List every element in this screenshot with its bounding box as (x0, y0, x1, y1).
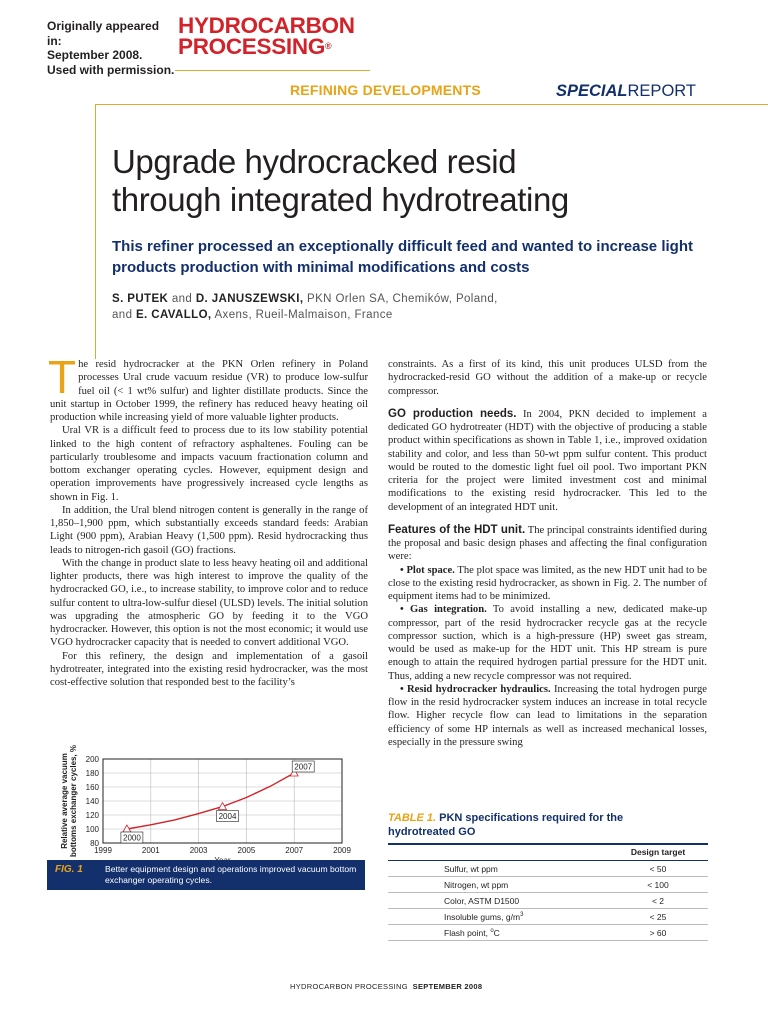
paragraph-text: Increasing the total hydrogen purge flow in the resid hydrocracker system induces an increase in total recycle flow. Higher recycle flow can lead to limitations in the separation efficiency of some HP internals as well as increased mechanical losses, especially in the pressure swing (388, 683, 707, 748)
paragraph: In addition, the Ural blend nitrogen content is generally in the range of 1,850–1,900 ppm, which substantially exceeds standard feeds: Arabian Light (900 ppm), Arabian Heavy (1,500 ppm). Resid hydrocracking thus leads to nitrogen-rich gasoil (GO) fractions. (50, 504, 368, 556)
paragraph: constraints. As a first of its kind, this unit produces ULSD from the hydrocracked-resid GO without the addition of a make-up or recycle compressor. (388, 359, 707, 397)
table-row (388, 877, 708, 893)
hydrocarbon-processing-logo (178, 15, 355, 57)
y-tick-label: 180 (85, 769, 99, 778)
annotation-label: 2007 (294, 762, 313, 772)
original-publication-note (47, 19, 175, 77)
table-header-design-target: Design target (608, 845, 708, 861)
superscript: 3 (520, 911, 524, 918)
y-axis-label: Relative average vacuumbottoms exchanger cycles, % (60, 745, 78, 858)
y-tick-label: 80 (90, 839, 99, 848)
paragraph: Ural VR is a difficult feed to process due to its low stability potential linked to the high content of refractory asphaltenes. Fouling can be particularly troublesome and impacts vacuum fractionation column and bottom exchanger operating cycles. However, equipment design and operation improvements have progressively increased cycle lengths as shown in Fig. 1. (50, 425, 368, 503)
logo-line2: PROCESSING (178, 34, 326, 59)
table-label: TABLE 1. (388, 812, 437, 824)
bullet-heading: • Resid hydrocracker hydraulics. (400, 683, 551, 695)
paragraph-text: he resid hydrocracker at the PKN Orlen refinery in Poland processes Ural crude vacuum residue (VR) to produce low-sulfur fuel oil (< 1 wt% sulfur) and lighter distillate products. Since the unit startup in October 1999, the refinery has reduced heavy heating oil production while increasing yield of more valuable lighter products. (50, 359, 368, 423)
paragraph-text: The principal constraints identified during the proposal and basic design phases and affecting the final configuration were: (388, 524, 708, 563)
table-cell-parameter: Nitrogen, wt ppm (388, 877, 608, 893)
table-cell-value: < 2 (608, 893, 708, 909)
paragraph (388, 408, 707, 514)
header-rule (175, 70, 370, 71)
paragraph-text: In 2004, PKN decided to implement a dedicated GO hydrotreater (HDT) with the objective of producing a stable product within specifications as shown in Table 1, i.e., improved oxidation stability and color, and less than 50-wt ppm sulfur content. This product would be routed to the domestic light fuel oil pool. Two important PKN criteria for the project were limited investment cost and minimal modifications to the existing resid hydrocracker. This led to the development of an integrated HDT unit. (388, 408, 707, 513)
title-line: Upgrade hydrocracked resid (112, 143, 517, 180)
paragraph (388, 603, 707, 683)
y-tick-label: 160 (85, 783, 99, 792)
annotation-label: 2004 (218, 812, 237, 822)
paragraph (388, 683, 707, 749)
figure-label: FIG. 1 (55, 864, 83, 875)
paragraph (388, 524, 707, 564)
annotation-label: 2000 (123, 833, 141, 843)
table-cell-value: < 25 (608, 909, 708, 925)
x-tick-label: 2005 (237, 846, 256, 855)
footer-date: SEPTEMBER 2008 (412, 982, 483, 991)
y-tick-label: 100 (85, 825, 99, 834)
paragraph-text: To avoid installing a new, dedicated make-up compressor, part of the resid hydrocracker recycle gas at the recycle compressor suction, which is a high-pressure (HP) sweet gas stream, would be used as make-up for the HDT unit. This HP stream is pure enough to attain the required hydrogen partial pressure for the HDT unit. Thus, adding a new recycle compressor was not required. (388, 604, 707, 682)
body-column-left (48, 351, 368, 689)
table-cell-parameter: Flash point, $^o$C (388, 925, 608, 941)
byline-and: and (168, 293, 196, 305)
bullet-heading: • Plot space. (400, 564, 455, 576)
original-line: Used with permission. (47, 62, 175, 77)
author-name: D. JANUSZEWSKI, (195, 293, 304, 305)
figure-caption: Better equipment design and operations improved vacuum bottom exchanger operating cycles. (105, 864, 357, 885)
section-label: REFINING DEVELOPMENTS (290, 82, 481, 98)
authors-byline (112, 292, 732, 323)
table-cell-parameter: Color, ASTM D1500 (388, 893, 608, 909)
original-line: September 2008. (47, 48, 143, 62)
paragraph (388, 564, 707, 604)
paragraph (48, 351, 368, 424)
author-name: S. PUTEK (112, 293, 169, 305)
table-row (388, 861, 708, 877)
affiliation: Axens, Rueil-Malmaison, France (211, 308, 393, 321)
title-side-rule (95, 104, 96, 359)
superscript: o (490, 927, 494, 934)
logo-line1: HYDROCARBON (178, 13, 355, 38)
affiliation: PKN Orlen SA, Chemików, Poland, (303, 293, 498, 305)
x-tick-label: 2009 (333, 846, 351, 855)
table-cell-value: < 50 (608, 861, 708, 877)
table-title (388, 811, 688, 839)
title-line: through integrated hydrotreating (112, 181, 569, 218)
y-tick-label: 140 (85, 797, 99, 806)
chart-layer (60, 745, 351, 865)
table-body (388, 861, 708, 941)
byline-and: and (112, 308, 136, 321)
x-tick-label: 2001 (141, 846, 160, 855)
author-name: E. CAVALLO, (135, 308, 212, 321)
table-row (388, 925, 708, 941)
x-tick-label: 1999 (94, 846, 112, 855)
x-tick-label: 2007 (285, 846, 304, 855)
table-header-row (388, 845, 708, 861)
table-row (388, 909, 708, 925)
special-report-label (556, 82, 696, 101)
drop-cap: T (48, 351, 77, 403)
article-subtitle: This refiner processed an exceptionally difficult feed and wanted to increase light products production with minimal modifications and costs (112, 238, 693, 276)
table-row (388, 893, 708, 909)
y-tick-label: 200 (85, 755, 99, 764)
spec-table (388, 845, 708, 941)
section-heading: GO production needs. (388, 407, 517, 420)
figure-1-chart (45, 745, 365, 865)
y-tick-label: 120 (85, 811, 99, 820)
article-title (112, 143, 752, 219)
special-bold: SPECIAL (556, 82, 628, 100)
footer-journal: HYDROCARBON PROCESSING (290, 982, 408, 991)
special-rest: REPORT (627, 82, 696, 100)
page-footer (290, 982, 482, 991)
paragraph: With the change in product slate to less heavy heating oil and additional lighter products, there was high interest to improve the quality of the hydrocracked GO, i.e., to increase stability, to improve color and to reduce sulfur content to ultra-low-sulfur diesel (ULSD) levels. The initial solution was upgrading the atmospheric GO by feeding it to the VGO hydrocracker. However, this option is not the most economic; it would use VGO hydrocracker capacity that is needed to convert additional VGO. (50, 557, 368, 649)
registered-mark: ® (325, 41, 332, 51)
paragraph: For this refinery, the design and implementation of a gasoil hydrotreater, integrated into the existing resid hydrocracker, was the most cost-effective solution that responded best to the facility’s (50, 650, 368, 688)
table-cell-parameter: Insoluble gums, $g/m^3$ (388, 909, 608, 925)
figure-caption-box (47, 860, 365, 890)
table-cell-value: > 60 (608, 925, 708, 941)
section-rule (95, 104, 768, 105)
table-cell-parameter: Sulfur, wt ppm (388, 861, 608, 877)
original-line: Originally appeared in: (47, 19, 160, 48)
section-heading: Features of the HDT unit. (388, 523, 526, 536)
paragraph-text: The plot space was limited, as the new HDT unit had to be close to the existing resid hydrocracker, as shown in Fig. 2. The number of equipment items had to be minimized. (388, 564, 707, 602)
table-title-text: PKN specifications required for the hydrotreated GO (388, 812, 624, 838)
bullet-heading: • Gas integration. (400, 604, 487, 616)
body-column-right (388, 358, 707, 749)
x-tick-label: 2003 (189, 846, 208, 855)
table-header-blank (388, 845, 608, 861)
table-cell-value: < 100 (608, 877, 708, 893)
